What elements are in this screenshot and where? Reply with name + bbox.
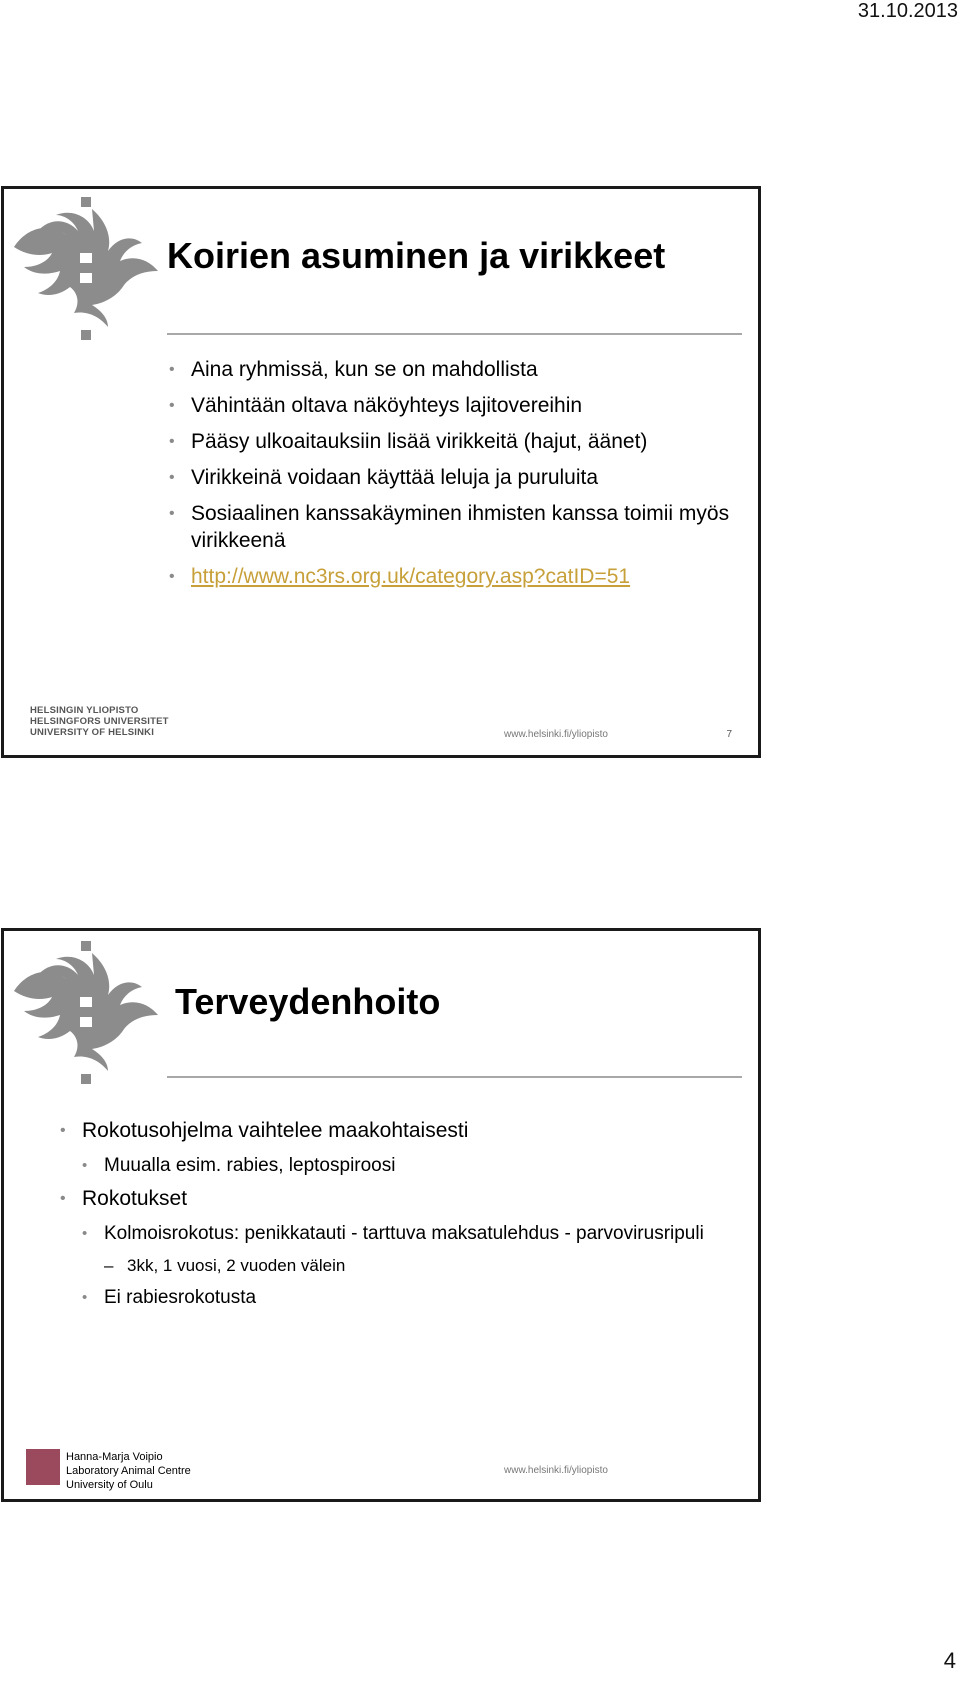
page-date: 31.10.2013 [857,0,958,22]
slide-number: 7 [726,729,732,740]
title-divider [167,333,742,335]
oulu-university-logo-icon [26,1449,60,1485]
bullet-item-level-2: • Ei rabiesrokotusta [82,1287,257,1308]
bullet-item-level-2: • Muualla esim. rabies, leptospiroosi [82,1155,396,1176]
title-divider [167,1076,742,1078]
bullet-dot-icon: • [82,1289,88,1306]
bullet-dot-icon: • [82,1157,88,1174]
bullet-item-link [167,563,747,590]
bullet-dot-icon: • [169,505,175,522]
bullet-dot-icon: • [60,1190,66,1207]
bullet-dot-icon: • [82,1225,88,1242]
bullet-item: • Vähintään oltava näköyhteys lajitovereihin [169,394,583,417]
slide-7 [1,186,761,758]
bullet-item-level-3: – 3kk, 1 vuosi, 2 vuoden välein [104,1256,346,1275]
page-number: 4 [943,1648,956,1673]
footer-url: www.helsinki.fi/yliopisto [504,729,608,740]
helsinki-flame-logo-icon [8,939,168,1089]
bullet-list [58,1118,718,1318]
bullet-dot-icon: • [169,361,175,378]
helsinki-flame-logo-icon [8,195,168,345]
bullet-dot-icon: • [60,1122,66,1139]
bullet-dot-icon: • [169,568,175,585]
footer-url: www.helsinki.fi/yliopisto [504,1465,608,1476]
bullet-item-level-2: • Kolmoisrokotus: penikkatauti - tarttuva maksatulehdus - parvovirusripuli [82,1223,704,1244]
bullet-dot-icon: • [169,469,175,486]
dash-bullet-icon: – [104,1256,114,1275]
slide-title: Terveydenhoito [175,981,441,1022]
bullet-dot-icon: • [169,397,175,414]
university-wordmark: HELSINGIN YLIOPISTO HELSINGFORS UNIVERSITET UNIVERSITY OF HELSINKI [30,705,169,738]
bullet-item: • Sosiaalinen kanssakäyminen ihmisten kanssa toimii myös virikkeenä [169,502,730,552]
bullet-item: • Pääsy ulkoaitauksiin lisää virikkeitä (hajut, äänet) [169,430,648,453]
bullet-item: • Aina ryhmissä, kun se on mahdollista [169,358,538,381]
presenter-info: Hanna-Marja Voipio Laboratory Animal Centre University of Oulu [66,1451,191,1491]
slide-terveydenhoito [1,928,761,1502]
slide-title: Koirien asuminen ja virikkeet [167,235,666,276]
bullet-item-level-1: • Rokotukset [60,1187,188,1210]
bullet-item-level-1: • Rokotusohjelma vaihtelee maakohtaisesti [60,1119,469,1142]
nc3rs-link[interactable]: http://www.nc3rs.org.uk/category.asp?catID=51 [191,565,631,588]
bullet-item: • Virikkeinä voidaan käyttää leluja ja puruluita [169,466,599,489]
bullet-dot-icon: • [169,433,175,450]
bullet-list [167,356,747,599]
